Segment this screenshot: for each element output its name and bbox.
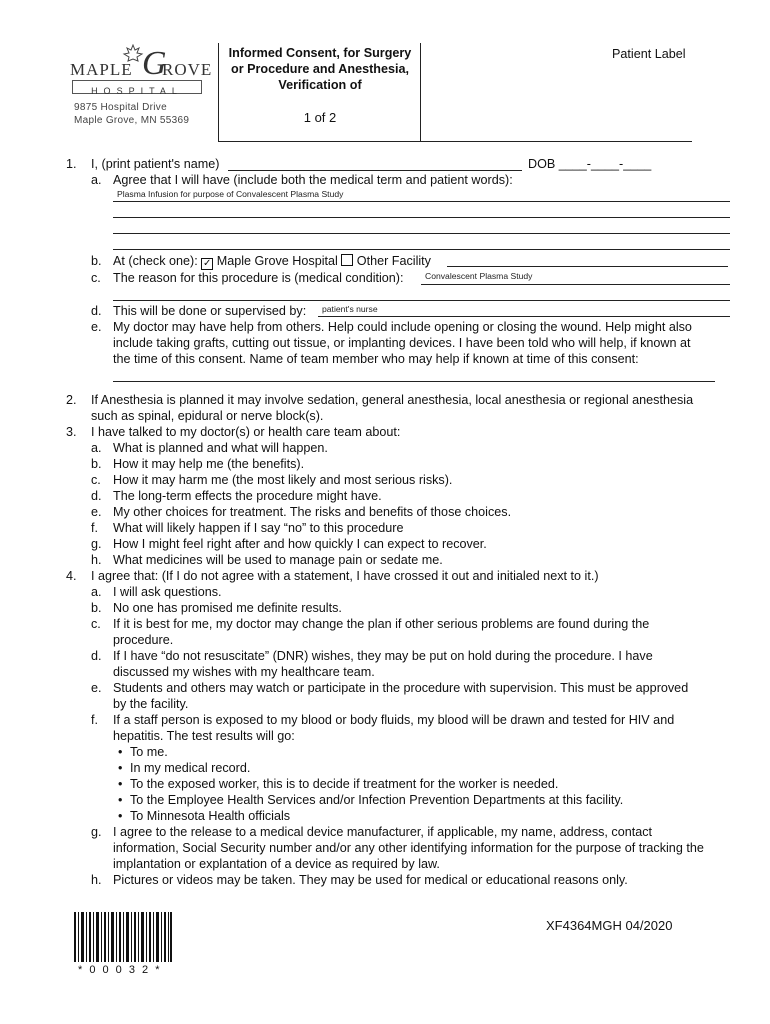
- dob-field[interactable]: DOB ____-____-____: [528, 157, 652, 171]
- barcode-icon: [74, 912, 172, 962]
- s3-item-text: How it may harm me (the most likely and most serious risks).: [113, 473, 453, 487]
- bullet-icon: •: [118, 793, 123, 807]
- other-facility-field[interactable]: [447, 266, 728, 267]
- s4-d-letter: d.: [91, 649, 102, 663]
- form-title-line-3: Verification of: [278, 78, 362, 92]
- s3-item-text: How I might feel right after and how quickly I can expect to recover.: [113, 537, 487, 551]
- s2-line-1: If Anesthesia is planned it may involve sedation, general anesthesia, local anesthesia or regional anesthesia: [91, 393, 694, 407]
- s4-text: I agree that: (If I do not agree with a statement, I have crossed it out and initialed next to it.): [91, 569, 599, 583]
- s4-c-line-2: procedure.: [113, 633, 174, 647]
- procedure-line-1[interactable]: [113, 201, 730, 202]
- s4-f-line-2: hepatitis. The test results will go:: [113, 729, 295, 743]
- s4-g-letter: g.: [91, 825, 102, 839]
- s1-e-line-1: My doctor may have help from others. Help could include opening or closing the wound. Help might also: [113, 320, 692, 334]
- s4-f-bullet: To Minnesota Health officials: [130, 809, 291, 823]
- patient-name-field[interactable]: [228, 170, 522, 171]
- s1-a-letter: a.: [91, 173, 102, 187]
- bullet-icon: •: [118, 777, 123, 791]
- address-line-2: Maple Grove, MN 55369: [74, 115, 190, 126]
- s4-c-letter: c.: [91, 617, 101, 631]
- logo-text-maple: MAPLE: [70, 60, 133, 79]
- s4-e-line-1: Students and others may watch or participate in the procedure with supervision. This must be approved: [113, 681, 689, 695]
- s4-b-letter: b.: [91, 601, 102, 615]
- s1-b-letter: b.: [91, 254, 102, 268]
- condition-line-1[interactable]: [421, 284, 730, 285]
- maple-grove-checkbox[interactable]: ✓: [203, 258, 212, 269]
- s3-item-letter: d.: [91, 489, 102, 503]
- supervisor-line[interactable]: [318, 316, 730, 317]
- s4-f-bullet: To the Employee Health Services and/or Infection Prevention Departments at this facility.: [130, 793, 624, 807]
- s3-item-text: What is planned and what will happen.: [113, 441, 328, 455]
- patient-label: Patient Label: [612, 47, 686, 61]
- s3-item-text: The long-term effects the procedure might have.: [113, 489, 382, 503]
- supervisor-field-value[interactable]: patient's nurse: [322, 304, 378, 314]
- s3-item-text: My other choices for treatment. The risks and benefits of those choices.: [113, 505, 512, 519]
- s1-b-text: [113, 253, 431, 270]
- s1-e-line-2: include taking grafts, cutting out tissue, or implanting devices. I have been told who will help, if known at: [113, 336, 691, 350]
- s4-c-line-1: If it is best for me, my doctor may change the plan if other serious problems are found during the: [113, 617, 650, 631]
- s3-number: 3.: [66, 425, 77, 439]
- s1-d-letter: d.: [91, 304, 102, 318]
- logo-text-grove: ROVE: [162, 60, 213, 79]
- s1-number: 1.: [66, 157, 77, 171]
- barcode: [74, 912, 172, 962]
- header-divider-left: [218, 43, 219, 141]
- s3-item-letter: b.: [91, 457, 102, 471]
- s3-item-text: What medicines will be used to manage pain or sedate me.: [113, 553, 443, 567]
- s4-f-line-1: If a staff person is exposed to my blood or body fluids, my blood will be drawn and tested for HIV and: [113, 713, 675, 727]
- s3-item-text: What will likely happen if I say “no” to this procedure: [113, 521, 404, 535]
- s3-item-letter: a.: [91, 441, 102, 455]
- header-bottom-rule: [218, 141, 692, 142]
- procedure-line-4[interactable]: [113, 249, 730, 250]
- s3-item-letter: f.: [91, 521, 98, 535]
- logo-subtitle: HOSPITAL: [91, 86, 183, 96]
- form-code: XF4364MGH 04/2020: [546, 918, 673, 933]
- hospital-logo: [70, 40, 213, 100]
- s4-a-text: I will ask questions.: [113, 585, 222, 599]
- s2-number: 2.: [66, 393, 77, 407]
- s4-f-letter: f.: [91, 713, 98, 727]
- s4-b-text: No one has promised me definite results.: [113, 601, 342, 615]
- s3-item-text: How it may help me (the benefits).: [113, 457, 305, 471]
- page-number: 1 of 2: [303, 110, 337, 125]
- s1-c-letter: c.: [91, 271, 101, 285]
- s4-f-bullet: To the exposed worker, this is to decide if treatment for the worker is needed.: [130, 777, 559, 791]
- s3-item-letter: g.: [91, 537, 102, 551]
- form-title-line-1: Informed Consent, for Surgery: [228, 46, 412, 60]
- other-facility-checkbox[interactable]: [341, 254, 353, 266]
- s4-g-line-2: information, Social Security number and/or any other identifying information for the purpose of tracking the: [113, 841, 704, 855]
- team-member-field[interactable]: [113, 381, 715, 382]
- s1-c-text: The reason for this procedure is (medical condition):: [113, 271, 404, 285]
- header-divider-right: [420, 43, 421, 141]
- facility-prompt: At (check one):: [113, 254, 198, 268]
- s3-item-letter: c.: [91, 473, 101, 487]
- logo-text-g: G: [142, 45, 167, 82]
- procedure-line-3[interactable]: [113, 233, 730, 234]
- s1-e-letter: e.: [91, 320, 102, 334]
- s4-number: 4.: [66, 569, 77, 583]
- s4-d-line-1: If I have “do not resuscitate” (DNR) wishes, they may be put on hold during the procedure. I have: [113, 649, 653, 663]
- s1-d-text: This will be done or supervised by:: [113, 304, 307, 318]
- s4-h-letter: h.: [91, 873, 102, 887]
- condition-line-2[interactable]: [113, 300, 730, 301]
- s1-a-text: Agree that I will have (include both the medical term and patient words):: [113, 173, 513, 187]
- s4-f-bullet: In my medical record.: [130, 761, 251, 775]
- bullet-icon: •: [118, 745, 123, 759]
- procedure-line-2[interactable]: [113, 217, 730, 218]
- bullet-icon: •: [118, 809, 123, 823]
- s4-f-bullet: To me.: [130, 745, 168, 759]
- s3-item-letter: e.: [91, 505, 102, 519]
- condition-field-value[interactable]: Convalescent Plasma Study: [425, 271, 533, 281]
- s4-g-line-3: implantation or explantation of a device as required by law.: [113, 857, 440, 871]
- s4-e-letter: e.: [91, 681, 102, 695]
- bullet-icon: •: [118, 761, 123, 775]
- s4-h-text: Pictures or videos may be taken. They may be used for medical or educational reasons only.: [113, 873, 628, 887]
- barcode-text: * 0 0 0 3 2 *: [78, 964, 162, 976]
- s4-a-letter: a.: [91, 585, 102, 599]
- s3-item-letter: h.: [91, 553, 102, 567]
- form-title-line-2: or Procedure and Anesthesia,: [231, 62, 409, 76]
- s4-g-line-1: I agree to the release to a medical device manufacturer, if applicable, my name, address, contact: [113, 825, 653, 839]
- s1-e-line-3: the time of this consent. Name of team member who may help if known at time of this consent:: [113, 352, 639, 366]
- form-title: [222, 45, 418, 93]
- procedure-field-value[interactable]: Plasma Infusion for purpose of Convalescent Plasma Study: [117, 189, 344, 199]
- s2-line-2: such as spinal, epidural or nerve block(s).: [91, 409, 324, 423]
- address-line-1: 9875 Hospital Drive: [74, 102, 167, 113]
- other-facility-option: Other Facility: [356, 254, 431, 268]
- s3-text: I have talked to my doctor(s) or health care team about:: [91, 425, 401, 439]
- s4-e-line-2: by the facility.: [113, 697, 189, 711]
- s4-d-line-2: discussed my wishes with my healthcare team.: [113, 665, 375, 679]
- logo-subtitle-box: [72, 80, 202, 94]
- maple-grove-option: Maple Grove Hospital: [216, 254, 338, 268]
- s1-name-label: I, (print patient's name): [91, 157, 220, 171]
